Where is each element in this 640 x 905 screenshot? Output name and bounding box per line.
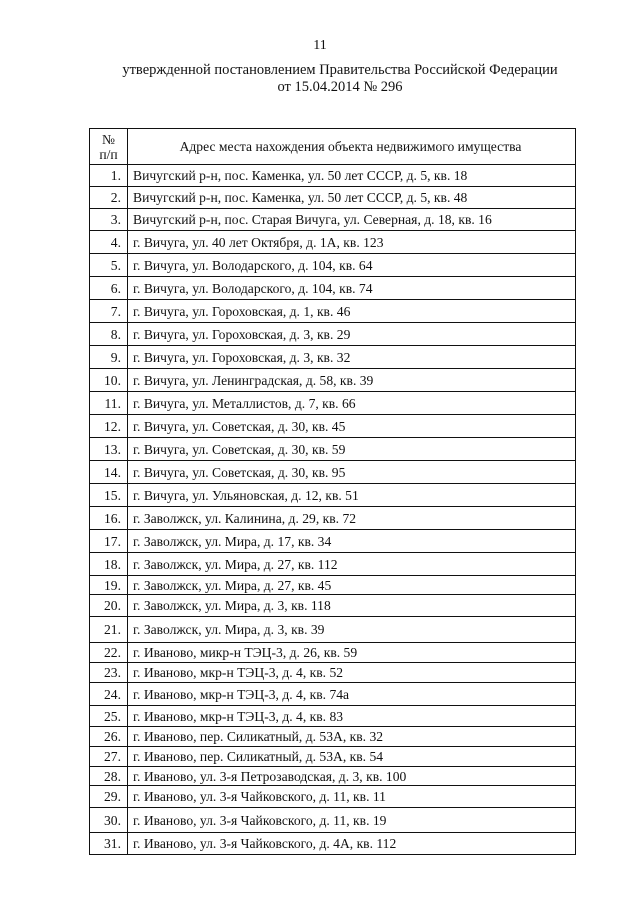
row-number: 18. [90,553,128,576]
row-address: г. Иваново, мкр-н ТЭЦ-3, д. 4, кв. 74а [128,683,576,706]
row-address: г. Вичуга, ул. Володарского, д. 104, кв. 74 [128,277,576,300]
table-row [90,706,576,727]
row-address: г. Вичуга, ул. 40 лет Октября, д. 1А, кв. 123 [128,231,576,254]
row-number: 28. [90,767,128,786]
row-address: г. Иваново, ул. 3-я Чайковского, д. 4А, кв. 112 [128,833,576,855]
table-row [90,786,576,808]
row-number: 14. [90,461,128,484]
column-header-number [90,129,128,165]
row-address: г. Иваново, мкр-н ТЭЦ-3, д. 4, кв. 52 [128,663,576,683]
column-header-number-line-1: № [102,131,115,147]
row-address: Вичугский р-н, пос. Старая Вичуга, ул. Северная, д. 18, кв. 16 [128,209,576,231]
row-address: г. Заволжск, ул. Мира, д. 3, кв. 118 [128,595,576,617]
table-row [90,530,576,553]
row-address: Вичугский р-н, пос. Каменка, ул. 50 лет СССР, д. 5, кв. 18 [128,165,576,187]
table-row [90,808,576,833]
row-number: 29. [90,786,128,808]
page-number: 11 [313,38,327,53]
table-row [90,254,576,277]
row-number: 15. [90,484,128,507]
document-heading [60,62,620,96]
table-row [90,165,576,187]
row-number: 2. [90,187,128,209]
row-address: г. Заволжск, ул. Калинина, д. 29, кв. 72 [128,507,576,530]
row-address: г. Иваново, микр-н ТЭЦ-3, д. 26, кв. 59 [128,643,576,663]
row-number: 1. [90,165,128,187]
table-row [90,727,576,747]
table-row [90,747,576,767]
row-number: 27. [90,747,128,767]
table-row [90,576,576,595]
table-row [90,484,576,507]
row-number: 17. [90,530,128,553]
table-body [90,165,576,855]
table-row [90,209,576,231]
row-number: 11. [90,392,128,415]
row-address: г. Иваново, ул. 3-я Чайковского, д. 11, кв. 19 [128,808,576,833]
row-number: 13. [90,438,128,461]
table-row [90,617,576,643]
row-number: 19. [90,576,128,595]
heading-line-2: от 15.04.2014 № 296 [277,79,403,95]
table-row [90,300,576,323]
row-address: г. Вичуга, ул. Володарского, д. 104, кв. 64 [128,254,576,277]
row-number: 20. [90,595,128,617]
row-address: г. Вичуга, ул. Советская, д. 30, кв. 95 [128,461,576,484]
row-address: г. Заволжск, ул. Мира, д. 27, кв. 112 [128,553,576,576]
table-header-row [90,129,576,165]
column-header-address: Адрес места нахождения объекта недвижимого имущества [128,129,576,165]
row-number: 12. [90,415,128,438]
table-row [90,683,576,706]
property-address-table [89,128,576,855]
table-row [90,346,576,369]
row-number: 16. [90,507,128,530]
row-number: 24. [90,683,128,706]
row-number: 3. [90,209,128,231]
table-row [90,595,576,617]
row-number: 21. [90,617,128,643]
table-row [90,767,576,786]
row-number: 22. [90,643,128,663]
row-address: г. Вичуга, ул. Гороховская, д. 3, кв. 32 [128,346,576,369]
row-address: г. Вичуга, ул. Гороховская, д. 3, кв. 29 [128,323,576,346]
table-row [90,643,576,663]
row-number: 7. [90,300,128,323]
row-number: 9. [90,346,128,369]
row-address: г. Вичуга, ул. Гороховская, д. 1, кв. 46 [128,300,576,323]
table-row [90,277,576,300]
table-row [90,415,576,438]
row-address: г. Заволжск, ул. Мира, д. 3, кв. 39 [128,617,576,643]
row-address: г. Иваново, пер. Силикатный, д. 53А, кв. 54 [128,747,576,767]
row-address: г. Заволжск, ул. Мира, д. 27, кв. 45 [128,576,576,595]
row-address: г. Иваново, мкр-н ТЭЦ-3, д. 4, кв. 83 [128,706,576,727]
row-number: 30. [90,808,128,833]
row-number: 4. [90,231,128,254]
table-row [90,663,576,683]
row-number: 8. [90,323,128,346]
heading-line-1: утвержденной постановлением Правительства Российской Федерации [122,62,558,78]
table-row [90,507,576,530]
column-header-number-line-2: п/п [99,146,118,162]
row-address: г. Вичуга, ул. Ленинградская, д. 58, кв. 39 [128,369,576,392]
table-row [90,392,576,415]
row-address: г. Иваново, ул. 3-я Петрозаводская, д. 3, кв. 100 [128,767,576,786]
table-row [90,833,576,855]
table-row [90,231,576,254]
row-address: г. Иваново, пер. Силикатный, д. 53А, кв. 32 [128,727,576,747]
row-number: 6. [90,277,128,300]
row-address: г. Вичуга, ул. Советская, д. 30, кв. 45 [128,415,576,438]
table-row [90,323,576,346]
table-row [90,369,576,392]
row-address: г. Вичуга, ул. Металлистов, д. 7, кв. 66 [128,392,576,415]
row-number: 5. [90,254,128,277]
row-address: г. Заволжск, ул. Мира, д. 17, кв. 34 [128,530,576,553]
row-address: г. Иваново, ул. 3-я Чайковского, д. 11, кв. 11 [128,786,576,808]
row-number: 26. [90,727,128,747]
table-row [90,461,576,484]
row-number: 23. [90,663,128,683]
row-address: г. Вичуга, ул. Ульяновская, д. 12, кв. 51 [128,484,576,507]
row-number: 25. [90,706,128,727]
table-row [90,187,576,209]
row-address: г. Вичуга, ул. Советская, д. 30, кв. 59 [128,438,576,461]
table-row [90,438,576,461]
row-address: Вичугский р-н, пос. Каменка, ул. 50 лет СССР, д. 5, кв. 48 [128,187,576,209]
row-number: 10. [90,369,128,392]
row-number: 31. [90,833,128,855]
table-row [90,553,576,576]
